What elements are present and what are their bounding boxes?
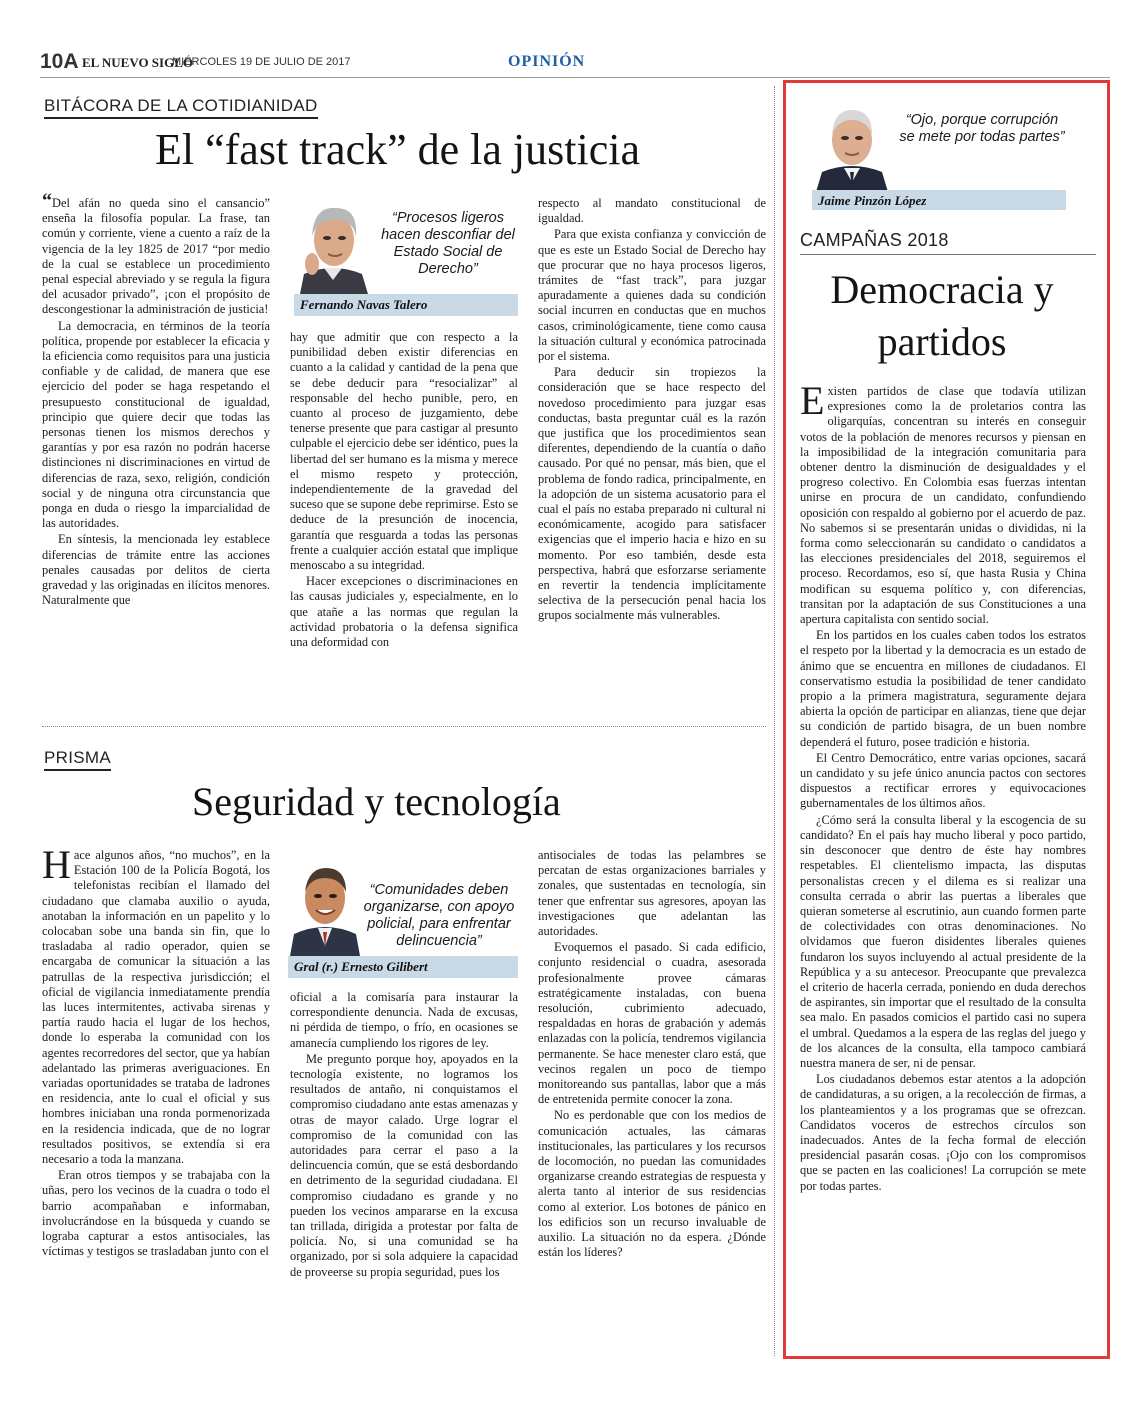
paragraph: La democracia, en términos de la teoría política, propende por establecer la eficacia y la eficiencia como requisitos para una justicia confiable y de calidad, de manera que ese ejercicio del poder se haga respetando el presupuesto constitucional de igualdad, principio que quiere decir que todas las personas tienen los mismos derechos y garantías y por esa razón no podrán hacerse distinciones ni discriminaciones en virtud de diferencias de raza, sexo, religión, condición social y de ninguna otra circunstancia que ponga en duda o riesgo la imparcialidad de las autoridades. [42, 318, 270, 531]
headline-line: partidos [877, 319, 1007, 364]
article3-pull-quote: “Ojo, porque corrupción se mete por todas partes” [899, 112, 1065, 145]
drop-cap: E [800, 378, 825, 423]
author-photo [812, 98, 892, 192]
author-portrait-icon [288, 856, 362, 956]
author-photo [294, 196, 372, 294]
author-portrait-icon [294, 196, 372, 294]
paragraph: hay que admitir que con respecto a la punibilidad deben existir diferencias en cuanto a la calidad y cantidad de la pena que se debe deducir para “resocializar” al responsable del hecho punible, pero, en cuanto al proceso de juzgamiento, debe tenerse presente que para castigar al presunto culpable el ejercicio debe ser idéntico, pues la libertad del ser humano es la misma y merece el mismo respeto y protección, independientemente de la gravedad del suceso que se supone debe reprimirse. Esto se deduce de la presunción de inocencia, garantía que resguarda a todas las personas frente a cualquier acción estatal que implique menoscabo a su integridad. [290, 330, 518, 573]
article3-body [800, 378, 1086, 1195]
kicker-rule [800, 254, 1096, 255]
author-photo [288, 856, 362, 956]
paragraph: Eran otros tiempos y se trabajaba con la uñas, pero los vecinos de la cuadra o todo el barrio acompañaban e informaban, involucrándose en la búsqueda y cuando se lograba capturar a estos antisociales, las víctimas y testigos se trasladaban junto con el [42, 1168, 270, 1259]
article1-headline: El “fast track” de la justicia [155, 125, 640, 174]
article1-kicker: BITÁCORA DE LA COTIDIANIDAD [44, 96, 318, 119]
article2-author-box [288, 856, 518, 980]
paragraph: En síntesis, la mencionada ley establece diferencias de trámite entre las acciones penales causadas por delitos de cierta gravedad y las originadas en ilícitos menores. Naturalmente que [42, 532, 270, 608]
paragraph: Hacer excepciones o discriminaciones en las causas judiciales y, especialmente, en lo que atañe a las normas que regulan la actividad probatoria o la defensa significa una deformidad con [290, 574, 518, 650]
paragraph: ¿Cómo será la consulta liberal y la escogencia de su candidato? En el país hay mucho liberal y poco partido, sin desconocer que dentro de éste hay nombres respetables. El clientelismo impacta, las disputas personalistas crecen y el dilema es si realizar una consulta cerrada o abrir las puertas a liberales que quieran someterse al escrutinio, aun cuando formen parte de colectividades con otras denominaciones. No olvidamos que fueron disidentes liberales quienes fundaron los suyos incluyendo al actual presidente de la República y a su antecesor. Preocupante que prevalezca el criterio de hacerla cerrada, poniendo en duda derechos de aspirantes, sin importar que el resultado de la consulta sea malo. En pasados comicios el partido casi no supera el umbral. Quedamos a la espera de las reglas del juego y de los alcances de la consulta, ella tampoco cambiará nuestra manera de ser, ni de pensar. [800, 812, 1086, 1070]
article3-headline [790, 264, 1094, 368]
article1-pull-quote: “Procesos ligeros hacen desconfiar del Estado Social de Derecho” [381, 210, 515, 277]
article2-author-name: Gral (r.) Ernesto Gilibert [288, 956, 518, 978]
article1-author-box [290, 196, 518, 318]
paragraph: Para que exista confianza y convicción de que es este un Estado Social de Derecho hay que procurar que no haya procesos ligeros, trámites de “fast track”, para juzgar apuradamente a quienes dada su condición social incurren en conductas que en muchos casos, criminológicamente, tiene como causa la situación cultural y económica patrocinada por el sistema. [538, 227, 766, 364]
article1-column-3 [538, 196, 766, 625]
paragraph: El Centro Democrático, entre varias opciones, sacará un candidato y su jefe único anuncia pactos con sectores dispuestos a rectificar errores y equivocaciones gubernamentales de los últimos años. [800, 750, 1086, 811]
column-divider [774, 86, 775, 1356]
paragraph: antisociales de todas las pelambres se percatan de estas organizaciones barriales y zonales, que sustentadas en tecnología, sin tener que enfrentar sus agresores, apoyan las investigaciones que adelantan las autoridades. [538, 848, 766, 939]
section-title: OPINIÓN [508, 53, 586, 70]
article1-column-2 [290, 330, 518, 651]
paragraph: Existen partidos de clase que todavía utilizan expresiones como la de proletarios contra las oligarquías, concentran su interés en conseguir votos de la población de menores recursos y piensan en la imposibilidad de la integración comunitaria para obtener dentro la disminución de desigualdades y el progreso colectivo. En Colombia esas fuerzas intentan unirse en procura de un candidato, confundiendo oposición con respaldo al gobierno por el acuerdo de paz. No sabemos si se presentarán unidas o divididas, ni la forma como seleccionarán su candidato o candidatos a las elecciones presidenciales del 2018, seguiremos el proceso. Recordamos, eso sí, que hasta Rusia y China modifican su esquema político y, con diferencias, transitan por la adaptación de sus Constituciones a una apertura capitalista con sentido social. [800, 378, 1086, 627]
article2-pull-quote: “Comunidades deben organizarse, con apoyo policial, para enfrentar delincuencia” [363, 882, 515, 949]
paragraph: En los partidos en los cuales caben todos los estratos el respeto por la libertad y la democracia es un estado de ánimo que se encuentra en millones de ciudadanos. El conservatismo estudia la posibilidad de tener candidato propio a la primera magistratura, seguramente dejara abierta la opción de participar en alianzas, tiene que dejar su condición de partido bisagra, de un buen nombre dependerá el futuro, posee tradición e historia. [800, 628, 1086, 749]
page-header [40, 48, 1110, 78]
author-portrait-icon [812, 98, 892, 192]
newspaper-name: EL NUEVO SIGLO [82, 55, 193, 70]
paragraph: respecto al mandato constitucional de igualdad. [538, 196, 766, 226]
paragraph: Para deducir sin tropiezos la consideración que se hace respecto del novedoso procedimiento para juzgar esas conductas, basta preguntar cuál es la razón que justifica que los procedimientos sean diferentes, dependiendo de la cuantía o daño causado. Por qué no pensar, más bien, que el problema de fondo radica, principalmente, en la adopción de un sistema acusatorio para el cual el país no estaba preparado ni cultural ni económicamente, acogido para satisfacer exigencias que el imperio hacia e hizo en su momento. Por eso también, desde esta perspectiva, habrá que esforzarse seriamente en revertir la tendencia implícitamente selectiva de la persecución penal hacia los grupos socialmente más vulnerables. [538, 365, 766, 623]
article3-author-name: Jaime Pinzón López [812, 190, 1066, 210]
paragraph: Me pregunto porque hoy, apoyados en la tecnología existente, no logramos los resultados de antaño, ni conquistamos el compromiso ciudadano ante estas amenazas y otras de mayor calado. Urge lograr el compromiso de la comunidad con las autoridades para cerrar el paso a la delincuencia común, que se está desbordando en detrimento de la seguridad ciudadana. El compromiso ciudadano es grande y no pueden los vecinos ampararse en la excusa tan trillada, dirigida a protestar por falta de policía. No, si una comunidad se ha organizado, por si sola adquiere la capacidad de proveerse su propia seguridad, pues los [290, 1051, 518, 1279]
paragraph: Evoquemos el pasado. Si cada edificio, conjunto residencial o cuadra, asesorada profesionalmente provee cámaras estratégicamente instaladas, con buena resolución, cubrimiento adecuado, respaldadas en horas de grabación y además enlazadas con la policía, tendremos vigilancia permanente. Se hace menester claro está, que vecinos regalen un poco de tiempo monitoreando sus pantallas, labor que a más de entretenida permite conocer la zona. [538, 940, 766, 1107]
article2-column-2 [290, 990, 518, 1281]
headline-line: Democracia y [830, 267, 1054, 312]
page-number: 10A [40, 50, 79, 73]
section-divider [42, 726, 766, 727]
article2-column-1 [42, 842, 270, 1260]
paragraph: “Del afán no queda sino el cansancio” enseña la filosofía popular. La frase, tan común y corriente, viene a cuento a raíz de la vigencia de la ley 1825 de 2017 “por medio de la cual se establece un procedimiento penal especial abreviado y se regula la figura del acusador privado”, ¡con el propósito de descongestionar la administración de justicia! [42, 190, 270, 317]
opening-quote-mark: “ [42, 190, 52, 212]
paragraph: No es perdonable que con los medios de comunicación actuales, las cámaras institucionales, las particulares y los recursos de locomoción, no puedan las comunidades organizarse creando estrategias de respuesta y alerta tanto al interior de sus residencias como al exterior. Los botones de pánico en los edificios son un recurso invaluable de auxilio. La situación no da espera. ¿Dónde están los líderes? [538, 1108, 766, 1260]
paragraph: oficial a la comisaría para instaurar la correspondiente denuncia. Nada de excusas, ni pérdida de tiempo, o frío, en ocasiones se amanecía cumpliendo los rigores de ley. [290, 990, 518, 1050]
issue-date: MIÉRCOLES 19 DE JULIO DE 2017 [172, 56, 351, 68]
article3-kicker: CAMPAÑAS 2018 [800, 230, 949, 250]
paragraph: Los ciudadanos debemos estar atentos a la adopción de candidaturas, a su origen, a la recolección de firmas, a los planteamientos y a los programas que se ofrezcan. Candidatos voceros de estrechos círculos son inadecuados. Antes de la fecha formal de elección presidencial pasarán cosas. ¡Ojo con los compromisos que se pacten en las coaliciones! La corrupción se mete por todas partes. [800, 1072, 1086, 1193]
drop-cap: H [42, 842, 71, 887]
article2-headline: Seguridad y tecnología [192, 779, 561, 824]
article1-author-name: Fernando Navas Talero [294, 294, 518, 316]
article1-column-1 [42, 190, 270, 609]
paragraph: Hace algunos años, “no muchos”, en la Estación 100 de la Policía Bogotá, los telefonistas recibían el llamado del ciudadano que clamaba auxilio o ayuda, anotaban la información en un papelito y lo colocaban sobe una banda sin fin, que lo trasladaba al radio operador, quien se encargaba de comunicar la situación a las patrullas de la respectiva jurisdicción; el oficial de vigilancia inmediatamente prendía las luces intermitentes, activaba sirenas y partía raudo hacia el lugar de los hechos, donde lo esperaba la comunidad con los agentes recorredores del sector, que ya habían adelantado las primeras averiguaciones. En variadas oportunidades se trataba de ladrones en residencia, ante lo cual el oficial y sus hombres iniciaban una ronda pormenorizada en la residencia indicada, que de no lograr resultados positivos, se extendía si era necesario a toda la manzana. [42, 842, 270, 1167]
article2-kicker: PRISMA [44, 748, 111, 771]
article2-column-3 [538, 848, 766, 1261]
article3-author-box [808, 98, 1070, 210]
